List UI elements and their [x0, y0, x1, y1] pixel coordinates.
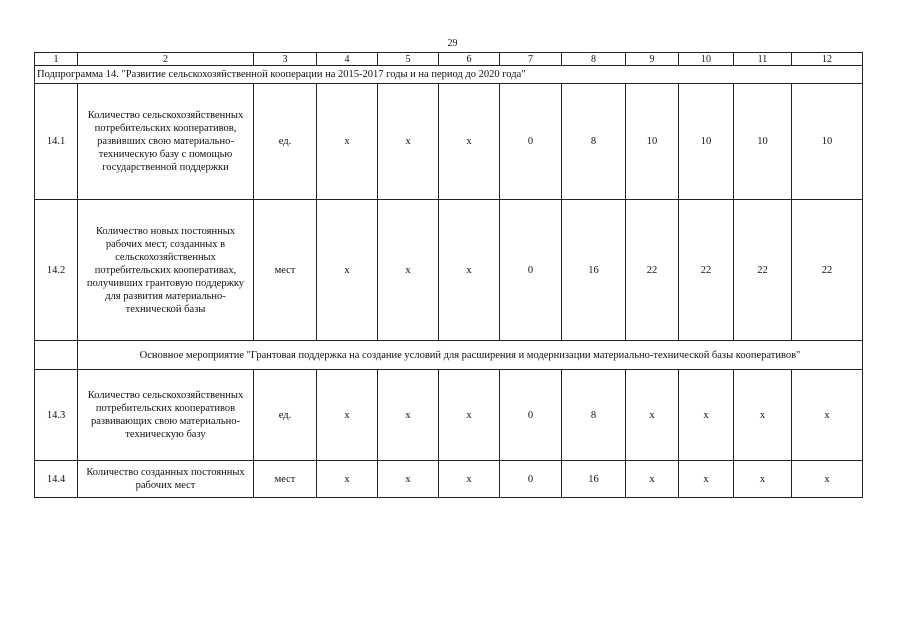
value-cell: x: [626, 461, 679, 498]
value-cell: x: [439, 200, 500, 341]
table-row: [35, 370, 863, 461]
value-cell: 10: [626, 84, 679, 200]
row-number: 14.4: [35, 461, 78, 498]
column-header: 1: [35, 53, 78, 66]
unit-cell: мест: [254, 200, 317, 341]
column-header: 6: [439, 53, 500, 66]
table-row: [35, 84, 863, 200]
value-cell: x: [679, 461, 734, 498]
activity-title: Основное мероприятие "Грантовая поддержка на создание условий для расширения и модернизации материально-технической базы кооперативов": [78, 341, 863, 370]
value-cell: 22: [626, 200, 679, 341]
column-header: 12: [792, 53, 863, 66]
value-cell: 0: [500, 200, 562, 341]
value-cell: x: [378, 84, 439, 200]
row-number: 14.3: [35, 370, 78, 461]
column-header: 4: [317, 53, 378, 66]
table-row: [35, 200, 863, 341]
subprogram-row: [35, 66, 863, 84]
column-header: 2: [78, 53, 254, 66]
value-cell: x: [317, 370, 378, 461]
value-cell: 10: [734, 84, 792, 200]
value-cell: x: [679, 370, 734, 461]
indicators-table: [34, 52, 863, 498]
column-number-row: [35, 53, 863, 66]
value-cell: x: [626, 370, 679, 461]
table-row: [35, 461, 863, 498]
column-header: 7: [500, 53, 562, 66]
value-cell: 0: [500, 461, 562, 498]
value-cell: x: [792, 461, 863, 498]
value-cell: 8: [562, 84, 626, 200]
value-cell: 10: [792, 84, 863, 200]
value-cell: 0: [500, 370, 562, 461]
value-cell: 22: [792, 200, 863, 341]
subprogram-title: Подпрограмма 14. "Развитие сельскохозяйственной кооперации на 2015-2017 годы и на период до 2020 года": [35, 66, 863, 84]
value-cell: x: [734, 461, 792, 498]
value-cell: x: [792, 370, 863, 461]
value-cell: x: [378, 370, 439, 461]
value-cell: x: [439, 461, 500, 498]
value-cell: x: [378, 200, 439, 341]
column-header: 11: [734, 53, 792, 66]
value-cell: x: [439, 84, 500, 200]
column-header: 3: [254, 53, 317, 66]
value-cell: 8: [562, 370, 626, 461]
indicator-name: Количество сельскохозяйственных потребительских кооперативов, развивших свою материально-техническую базу с помощью государственной поддержки: [78, 84, 254, 200]
row-number: 14.2: [35, 200, 78, 341]
value-cell: 22: [679, 200, 734, 341]
row-number: 14.1: [35, 84, 78, 200]
value-cell: 10: [679, 84, 734, 200]
value-cell: x: [317, 84, 378, 200]
column-header: 9: [626, 53, 679, 66]
indicator-name: Количество сельскохозяйственных потребительских кооперативов развивающих свою материально-техническую базу: [78, 370, 254, 461]
value-cell: x: [439, 370, 500, 461]
page-number: 29: [447, 38, 458, 49]
indicator-name: Количество созданных постоянных рабочих мест: [78, 461, 254, 498]
value-cell: 16: [562, 461, 626, 498]
unit-cell: мест: [254, 461, 317, 498]
value-cell: x: [734, 370, 792, 461]
column-header: 10: [679, 53, 734, 66]
activity-row: [35, 341, 863, 370]
indicator-name: Количество новых постоянных рабочих мест, созданных в сельскохозяйственных потребительских кооперативах, получивших грантовую поддержку для развития материально-технической базы: [78, 200, 254, 341]
unit-cell: ед.: [254, 84, 317, 200]
value-cell: x: [317, 200, 378, 341]
value-cell: 16: [562, 200, 626, 341]
value-cell: x: [378, 461, 439, 498]
value-cell: x: [317, 461, 378, 498]
value-cell: 22: [734, 200, 792, 341]
column-header: 5: [378, 53, 439, 66]
empty-cell: [35, 341, 78, 370]
value-cell: 0: [500, 84, 562, 200]
column-header: 8: [562, 53, 626, 66]
unit-cell: ед.: [254, 370, 317, 461]
